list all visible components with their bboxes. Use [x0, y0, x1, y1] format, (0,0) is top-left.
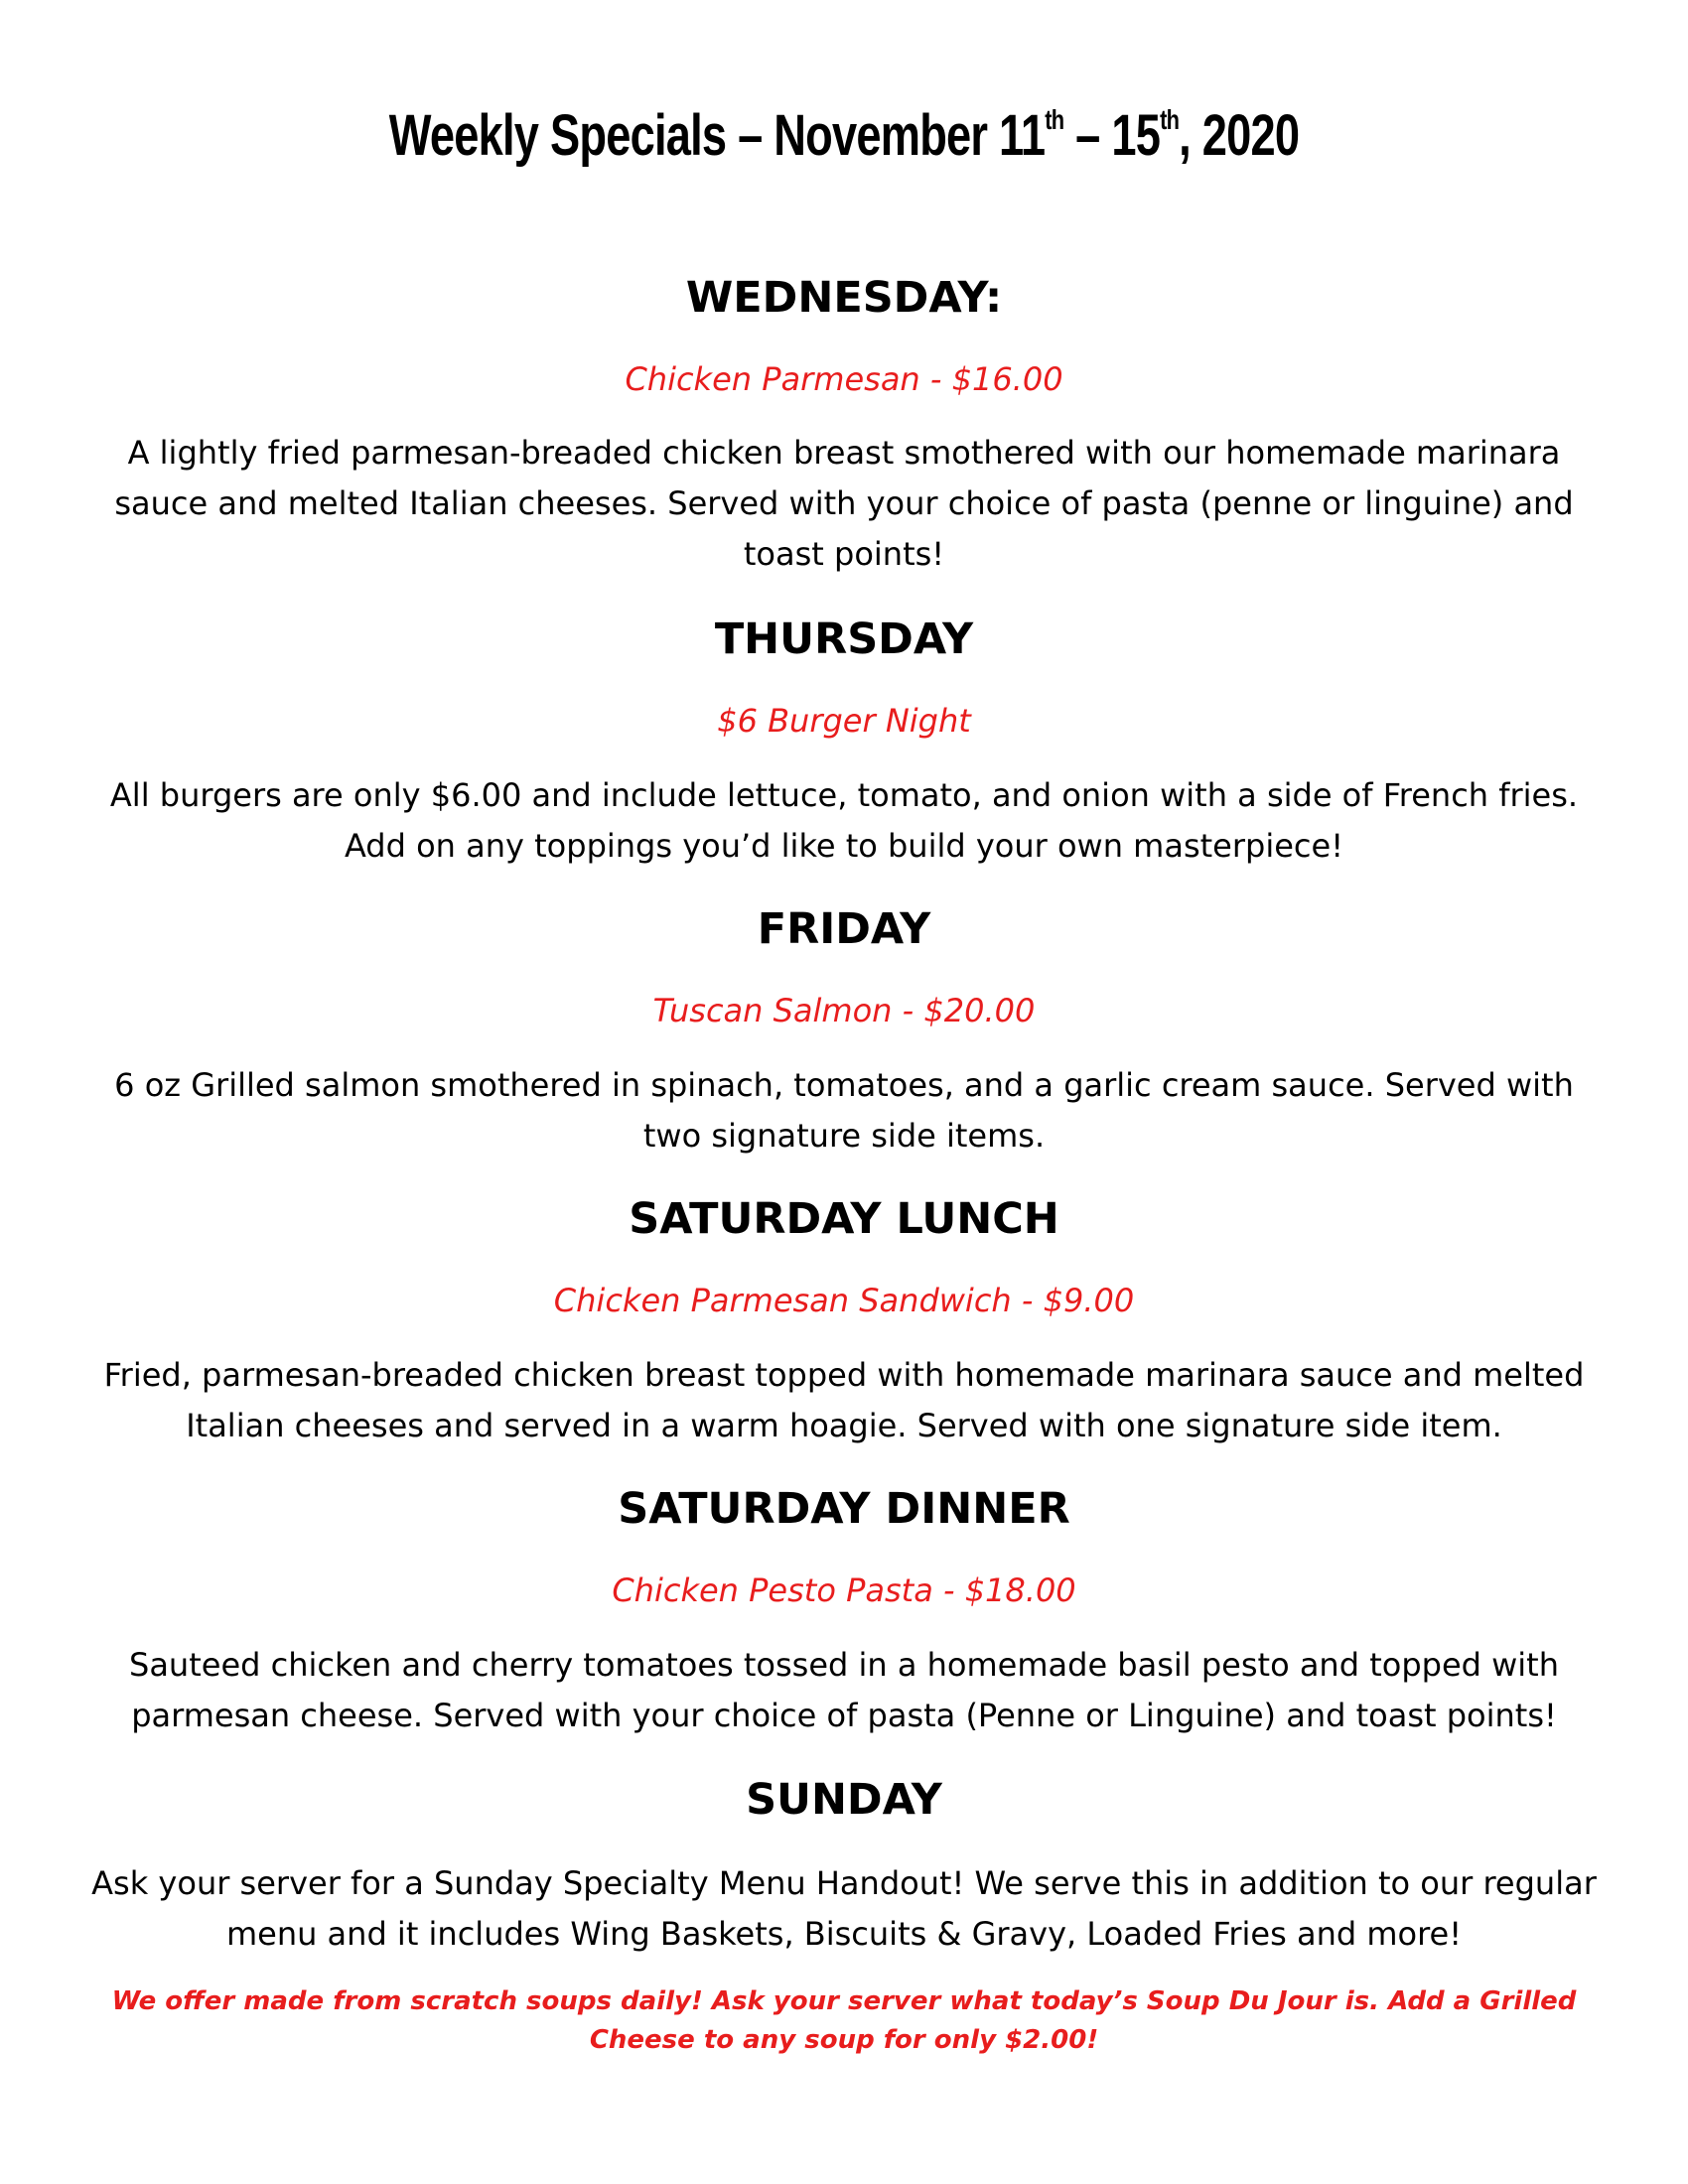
special-name-friday: Tuscan Salmon - $20.00 [652, 992, 1036, 1029]
title-part-1: Weekly Specials – November 11 [388, 103, 1046, 168]
special-description-friday: 6 oz Grilled salmon smothered in spinach, tomatoes, and a garlic cream sauce. Served with two signature side items. [114, 1066, 1574, 1155]
title-superscript-1: th [1045, 104, 1064, 135]
day-heading-friday: FRIDAY [757, 904, 931, 954]
special-description-sunday: Ask your server for a Sunday Specialty Menu Handout! We serve this in addition to our regular menu and it includes Wing Baskets, Biscuits & Gravy, Loaded Fries and more! [91, 1864, 1597, 1953]
special-name-thursday: $6 Burger Night [717, 702, 971, 740]
special-description-thursday: All burgers are only $6.00 and include lettuce, tomato, and onion with a side of French fries. Add on any toppings you’d like to build your own masterpiece! [109, 776, 1579, 865]
title-part-3: , 2020 [1179, 103, 1300, 168]
title-part-2: – 15 [1063, 103, 1161, 168]
special-description-wednesday: A lightly fried parmesan-breaded chicken breast smothered with our homemade marinara sauce and melted Italian cheeses. Served with your choice of pasta (penne or linguine) and toast points! [114, 434, 1574, 573]
day-heading-saturday-lunch: SATURDAY LUNCH [629, 1194, 1059, 1244]
day-heading-wednesday: WEDNESDAY: [685, 273, 1003, 323]
special-description-saturday-lunch: Fried, parmesan-breaded chicken breast topped with homemade marinara sauce and melted Italian cheeses and served in a warm hoagie. Served with one signature side item. [103, 1356, 1585, 1444]
special-name-saturday-lunch: Chicken Parmesan Sandwich - $9.00 [553, 1282, 1135, 1319]
title-superscript-2: th [1160, 104, 1180, 135]
day-heading-thursday: THURSDAY [714, 614, 974, 664]
day-heading-saturday-dinner: SATURDAY DINNER [618, 1484, 1070, 1534]
special-name-saturday-dinner: Chicken Pesto Pasta - $18.00 [612, 1571, 1076, 1609]
special-name-wednesday: Chicken Parmesan - $16.00 [625, 360, 1063, 398]
page-title [186, 91, 1502, 181]
soup-note: We offer made from scratch soups daily! Ask your server what today’s Soup Du Jour is. Add a Grilled Cheese to any soup for only $2.00! [111, 1986, 1577, 2055]
special-description-saturday-dinner: Sauteed chicken and cherry tomatoes tossed in a homemade basil pesto and topped with parmesan cheese. Served with your choice of pasta (Penne or Linguine) and toast points! [129, 1646, 1559, 1734]
day-heading-sunday: SUNDAY [746, 1775, 942, 1825]
